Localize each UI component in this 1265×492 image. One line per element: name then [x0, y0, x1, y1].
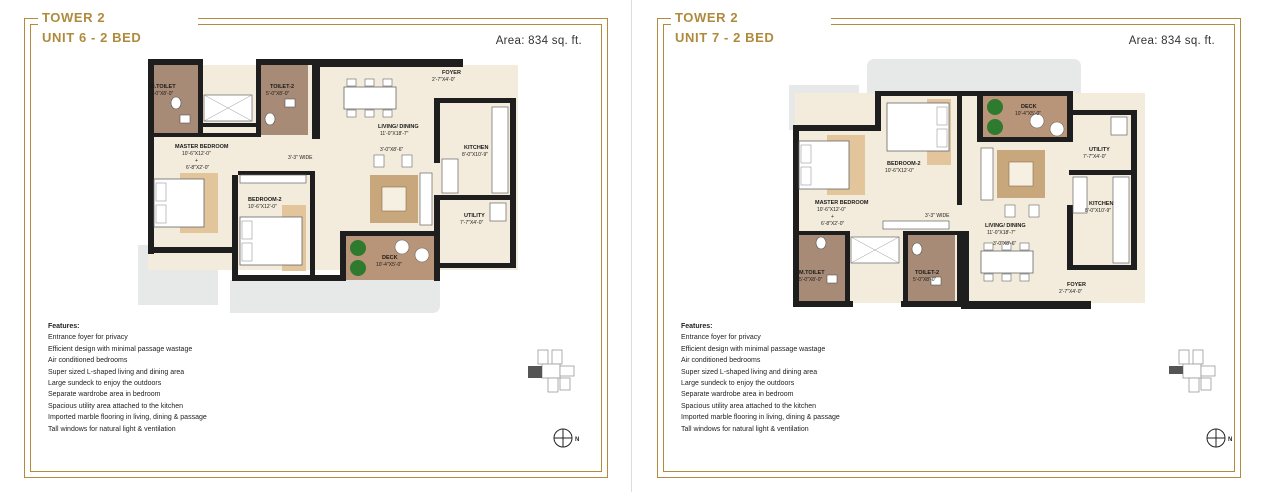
kitchen-counter: [1113, 177, 1129, 263]
feature-item: Imported marble flooring in living, dining & passage: [681, 414, 840, 422]
north-arrow-icon: [550, 426, 590, 450]
svg-text:10'-4"X5'-0": 10'-4"X5'-0": [376, 262, 403, 268]
utility-appliance: [1111, 117, 1127, 135]
feature-item: Tall windows for natural light & ventilation: [681, 425, 809, 433]
north-arrow-icon: [1203, 426, 1243, 450]
feature-item: Large sundeck to enjoy the outdoors: [681, 380, 795, 388]
kitchen-counter: [442, 159, 458, 193]
foyer-label: FOYER: [1067, 282, 1086, 288]
kitchen-label: KITCHEN: [464, 145, 489, 151]
svg-text:6'-8"X2'-0": 6'-8"X2'-0": [821, 221, 845, 227]
svg-text:5'-0"X8'-0": 5'-0"X8'-0": [266, 91, 290, 97]
bedroom-2-label: BEDROOM-2: [887, 161, 921, 167]
svg-text:5'-0"X8'-0": 5'-0"X8'-0": [913, 277, 937, 283]
page-divider: [631, 0, 632, 492]
svg-text:3'-0"X8'-6": 3'-0"X8'-6": [380, 147, 404, 153]
toilet-2-floor: [258, 65, 308, 135]
feature-item: Entrance foyer for privacy: [48, 334, 128, 342]
feature-item: Air conditioned bedrooms: [681, 357, 761, 365]
floor-plan-drawing: [120, 55, 550, 320]
svg-text:10'-4"X5'-0": 10'-4"X5'-0": [1015, 111, 1042, 117]
unit-title: UNIT 7 - 2 BED: [675, 30, 775, 45]
feature-item: Super sized L-shaped living and dining area: [681, 368, 818, 376]
svg-text:8'-0"X10'-9": 8'-0"X10'-9": [1085, 208, 1112, 214]
feature-item: Super sized L-shaped living and dining area: [48, 368, 185, 376]
feature-item: Efficient design with minimal passage wastage: [48, 345, 193, 353]
feature-item: Air conditioned bedrooms: [48, 357, 128, 365]
svg-text:10'-6"X12'-0": 10'-6"X12'-0": [885, 168, 914, 174]
tower-title: TOWER 2: [42, 10, 106, 25]
outdoor-paving: [867, 59, 1081, 95]
svg-text:+: +: [195, 158, 198, 164]
wardrobe: [240, 175, 306, 183]
svg-text:11'-0"X18'-7": 11'-0"X18'-7": [380, 131, 409, 137]
living-label: LIVING/ DINING: [378, 124, 419, 130]
toilet-2-label: TOILET-2: [270, 84, 295, 90]
dining-table: [981, 243, 1033, 281]
m-toilet-label: M.TOILET: [150, 84, 176, 90]
svg-text:10'-6"X12'-0": 10'-6"X12'-0": [182, 151, 211, 157]
feature-item: Efficient design with minimal passage wastage: [681, 345, 826, 353]
svg-text:5'-0"X8'-0": 5'-0"X8'-0": [150, 91, 174, 97]
utility-appliance: [490, 203, 506, 221]
master-bedroom-label: MASTER BEDROOM: [815, 200, 869, 206]
svg-text:2'-7"X4'-0": 2'-7"X4'-0": [432, 77, 456, 83]
features-list: [681, 321, 840, 435]
foyer-label: FOYER: [442, 70, 461, 76]
features-list: [48, 321, 207, 435]
floorplan-page-unit-7: [633, 0, 1265, 492]
floor-plan-drawing: [771, 55, 1201, 320]
unit-highlight: [1169, 366, 1183, 374]
utility-label: UTILITY: [464, 213, 485, 219]
key-plan-icon: [1165, 346, 1225, 396]
svg-text:7'-7"X4'-0": 7'-7"X4'-0": [1083, 154, 1107, 160]
master-bedroom-label: MASTER BEDROOM: [175, 144, 229, 150]
svg-text:8'-0"X10'-9": 8'-0"X10'-9": [462, 152, 489, 158]
utility-label: UTILITY: [1089, 147, 1110, 153]
area-label: Area: 834 sq. ft.: [495, 35, 582, 47]
bedroom-2-label: BEDROOM-2: [248, 197, 282, 203]
passage-width-label: 3'-3" WIDE: [288, 155, 313, 161]
kitchen-label: KITCHEN: [1089, 201, 1114, 207]
kitchen-counter: [492, 107, 508, 193]
deck-label: DECK: [382, 255, 398, 261]
feature-item: Tall windows for natural light & ventilation: [48, 425, 176, 433]
feature-item: Imported marble flooring in living, dining & passage: [48, 414, 207, 422]
north-label: N: [1228, 437, 1233, 443]
svg-text:+: +: [831, 214, 834, 220]
svg-text:10'-6"X12'-0": 10'-6"X12'-0": [248, 204, 277, 210]
deck-label: DECK: [1021, 104, 1037, 110]
unit-title: UNIT 6 - 2 BED: [42, 30, 142, 45]
svg-text:10'-6"X12'-0": 10'-6"X12'-0": [817, 207, 846, 213]
svg-text:3'-0"X8'-6": 3'-0"X8'-6": [993, 241, 1017, 247]
passage-width-label: 3'-3" WIDE: [925, 213, 950, 219]
master-bed: [154, 173, 218, 233]
area-label: Area: 834 sq. ft.: [1128, 35, 1215, 47]
floorplan-page-unit-6: [0, 0, 632, 492]
svg-text:7'-7"X4'-0": 7'-7"X4'-0": [460, 220, 484, 226]
north-label: N: [575, 437, 580, 443]
svg-text:6'-8"X2'-0": 6'-8"X2'-0": [186, 165, 210, 171]
unit-highlight: [528, 366, 542, 378]
feature-item: Entrance foyer for privacy: [681, 334, 761, 342]
wardrobe: [883, 221, 949, 229]
svg-text:11'-0"X18'-7": 11'-0"X18'-7": [987, 230, 1016, 236]
outdoor-paving: [230, 280, 440, 313]
m-toilet-label: M.TOILET: [799, 270, 825, 276]
feature-item: Separate wardrobe area in bedroom: [681, 391, 794, 399]
feature-item: Large sundeck to enjoy the outdoors: [48, 380, 162, 388]
feature-item: Spacious utility area attached to the kitchen: [681, 402, 817, 410]
svg-text:5'-0"X8'-0": 5'-0"X8'-0": [799, 277, 823, 283]
toilet-2-label: TOILET-2: [915, 270, 940, 276]
features-heading: Features:: [48, 323, 80, 330]
toilet-2-floor: [905, 233, 955, 305]
dining-table: [344, 79, 396, 117]
master-bed: [799, 135, 865, 195]
feature-item: Separate wardrobe area in bedroom: [48, 391, 161, 399]
key-plan-icon: [524, 346, 584, 396]
tower-title: TOWER 2: [675, 10, 739, 25]
svg-text:2'-7"X4'-0": 2'-7"X4'-0": [1059, 289, 1083, 295]
features-heading: Features:: [681, 323, 713, 330]
feature-item: Spacious utility area attached to the kitchen: [48, 402, 184, 410]
living-label: LIVING/ DINING: [985, 223, 1026, 229]
